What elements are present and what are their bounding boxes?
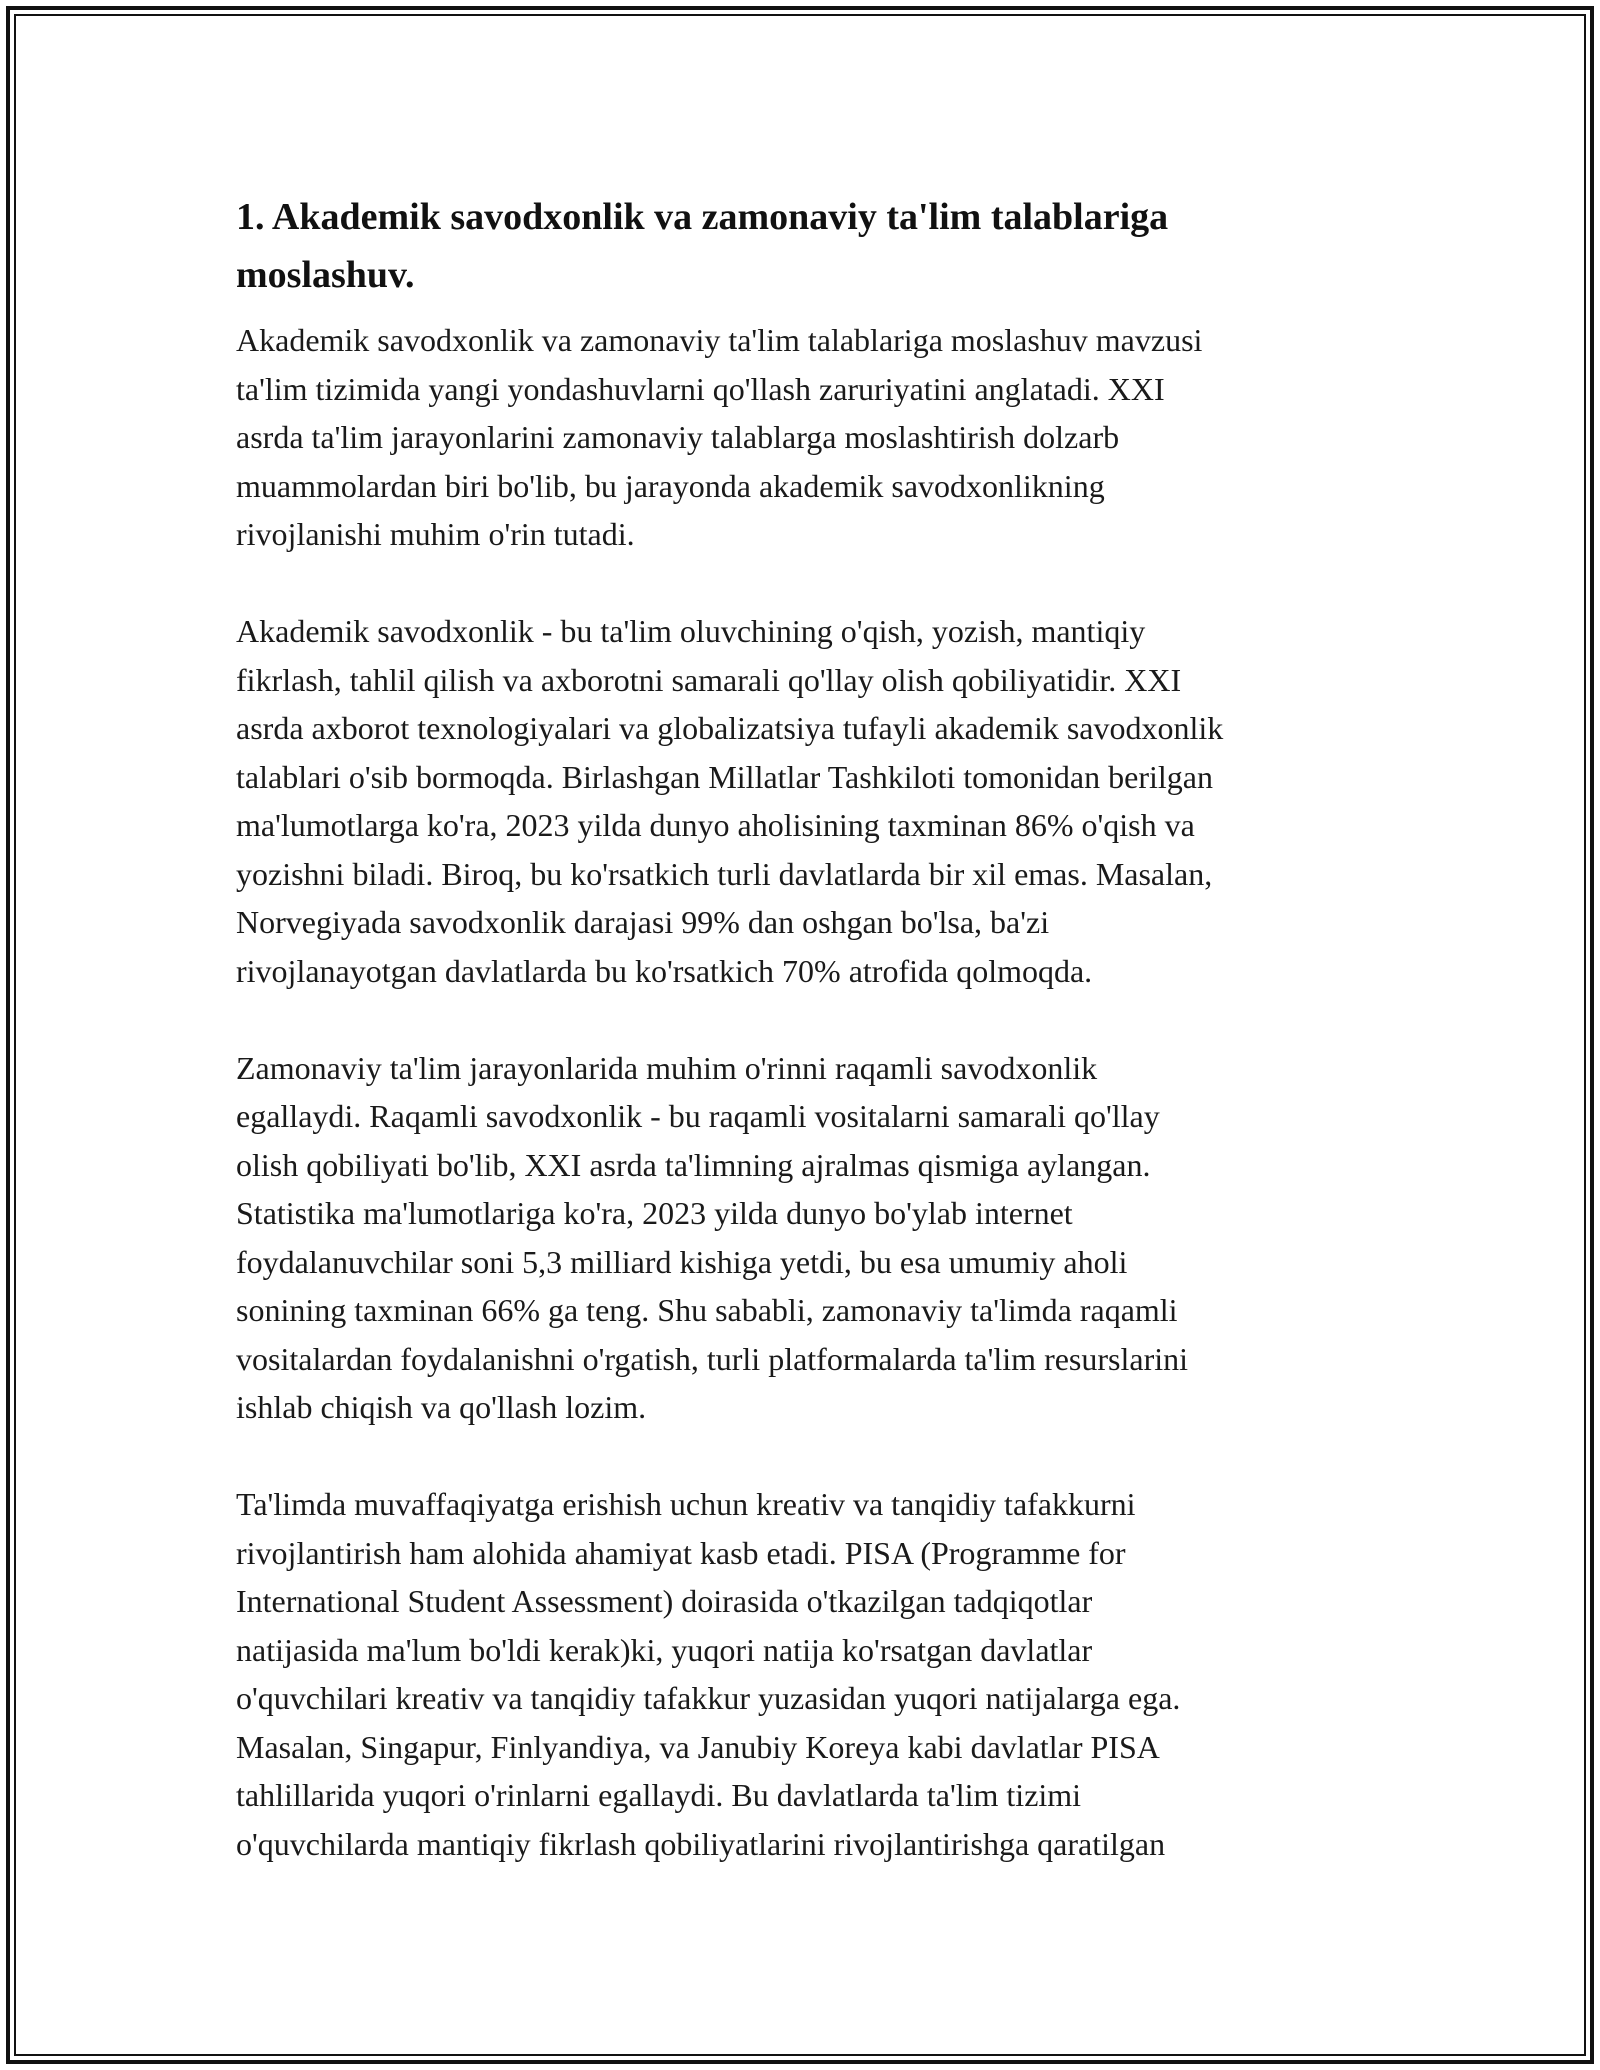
text-line: Masalan, Singapur, Finlyandiya, va Janubiy Koreya kabi davlatlar PISA: [236, 1728, 1160, 1765]
paragraph-academic-literacy: [236, 607, 1386, 995]
text-line: Norvegiyada savodxonlik darajasi 99% dan oshgan bo'lsa, ba'zi: [236, 904, 1050, 940]
text-line: asrda ta'lim jarayonlarini zamonaviy talablarga moslashtirish dolzarb: [236, 419, 1120, 455]
paragraph-intro: [236, 316, 1386, 559]
text-line: Zamonaviy ta'lim jarayonlarida muhim o'rinni raqamli savodxonlik: [236, 1049, 1098, 1086]
text-line: Akademik savodxonlik va zamonaviy ta'lim talablariga moslashuv mavzusi: [236, 322, 1203, 358]
text-line: ta'lim tizimida yangi yondashuvlarni qo'llash zaruriyatini anglatadi. XXI: [236, 370, 1165, 407]
document-body: [236, 188, 1386, 1868]
section-heading: [236, 188, 1386, 304]
text-line: o'quvchilarda mantiqiy fikrlash qobiliyatlarini rivojlantirishga qaratilgan: [236, 1825, 1166, 1862]
text-line: natijasida ma'lum bo'ldi kerak)ki, yuqori natija ko'rsatgan davlatlar: [236, 1631, 1093, 1668]
text-line: rivojlantirish ham alohida ahamiyat kasb etadi. PISA (Programme for: [236, 1534, 1126, 1571]
paragraph-critical-thinking: [236, 1480, 1386, 1868]
text-line: ishlab chiqish va qo'llash lozim.: [236, 1389, 647, 1425]
text-line: International Student Assessment) doirasida o'tkazilgan tadqiqotlar: [236, 1583, 1093, 1619]
heading-line: 1. Akademik savodxonlik va zamonaviy ta'lim talablariga: [236, 196, 1169, 238]
text-line: olish qobiliyati bo'lib, XXI asrda ta'limning ajralmas qismiga aylangan.: [236, 1146, 1151, 1183]
text-line: Akademik savodxonlik - bu ta'lim oluvchining o'qish, yozish, mantiqiy: [236, 613, 1146, 649]
heading-line: moslashuv.: [236, 254, 415, 296]
text-line: Ta'limda muvaffaqiyatga erishish uchun kreativ va tanqidiy tafakkurni: [236, 1486, 1136, 1522]
text-line: Statistika ma'lumotlariga ko'ra, 2023 yilda dunyo bo'ylab internet: [236, 1195, 1073, 1231]
text-line: rivojlanayotgan davlatlarda bu ko'rsatkich 70% atrofida qolmoqda.: [236, 952, 1093, 989]
text-line: o'quvchilari kreativ va tanqidiy tafakkur yuzasidan yuqori natijalarga ega.: [236, 1680, 1181, 1716]
text-line: foydalanuvchilar soni 5,3 milliard kishiga yetdi, bu esa umumiy aholi: [236, 1243, 1128, 1280]
text-line: sonining taxminan 66% ga teng. Shu sababli, zamonaviy ta'limda raqamli: [236, 1292, 1178, 1328]
text-line: tahlillarida yuqori o'rinlarni egallaydi. Bu davlatlarda ta'lim tizimi: [236, 1777, 1082, 1813]
text-line: asrda axborot texnologiyalari va globalizatsiya tufayli akademik savodxonlik: [236, 710, 1224, 746]
text-line: muammolardan biri bo'lib, bu jarayonda akademik savodxonlikning: [236, 467, 1105, 504]
text-line: fikrlash, tahlil qilish va axborotni samarali qo'llay olish qobiliyatidir. XXI: [236, 661, 1182, 698]
text-line: vositalardan foydalanishni o'rgatish, turli platformalarda ta'lim resurslarini: [236, 1340, 1189, 1377]
text-line: rivojlanishi muhim o'rin tutadi.: [236, 516, 635, 552]
paragraph-digital-literacy: [236, 1044, 1386, 1432]
text-line: ma'lumotlarga ko'ra, 2023 yilda dunyo aholisining taxminan 86% o'qish va: [236, 807, 1195, 843]
text-line: talablari o'sib bormoqda. Birlashgan Millatlar Tashkiloti tomonidan berilgan: [236, 758, 1213, 795]
text-line: egallaydi. Raqamli savodxonlik - bu raqamli vositalarni samarali qo'llay: [236, 1098, 1160, 1134]
text-line: yozishni biladi. Biroq, bu ko'rsatkich turli davlatlarda bir xil emas. Masalan,: [236, 855, 1213, 892]
